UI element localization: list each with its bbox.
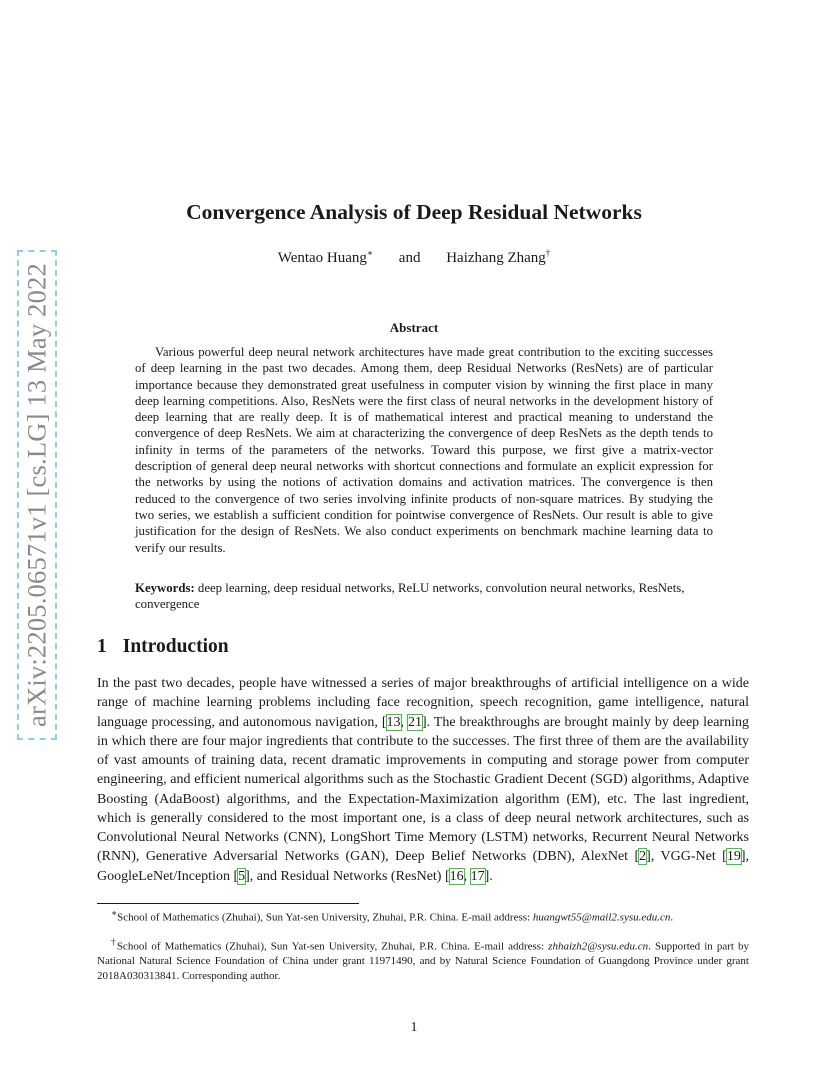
author-line: [0, 248, 828, 267]
arxiv-identifier: arXiv:2205.06571v1 [cs.LG] 13 May 2022: [21, 263, 52, 727]
citation-link[interactable]: 19: [726, 849, 741, 865]
footnote-text: .: [670, 911, 674, 924]
intro-text: In the past two decades, people have witnessed a series of major breakthroughs of artificial intelligence on a wide range of machine learning problems including face recognition, speech recognition, game intelligence, natural language processing, and autonomous navigation,: [97, 676, 749, 730]
page-number: 1: [410, 1020, 418, 1035]
email-address[interactable]: zhhaizh2@sysu.edu.cn: [548, 940, 649, 953]
email-address[interactable]: huangwt55@mail2.sysu.edu.cn: [532, 911, 671, 924]
citation-link[interactable]: 16: [449, 868, 464, 884]
intro-text: ].: [484, 868, 493, 884]
footnote-text: School of Mathematics (Zhuhai), Sun Yat-sen University, Zhuhai, P.R. China. E-mail address:: [116, 940, 549, 953]
author-name: Wentao Huang: [277, 250, 367, 266]
citation-link[interactable]: 13: [386, 714, 401, 730]
keywords-label: Keywords:: [135, 581, 195, 595]
citation-link[interactable]: 5: [238, 868, 246, 884]
footnote-text: School of Mathematics (Zhuhai), Sun Yat-sen University, Zhuhai, P.R. China. E-mail address:: [117, 911, 533, 924]
citation-link[interactable]: 21: [407, 714, 422, 730]
footnote-text: . Supported in part by National Natural Science Foundation of China under grant 11971490, and by Natural Science Foundation of Guangdong Province under grant 2018A030313841. Corresponding author.: [97, 940, 749, 982]
footnote-divider: [97, 903, 359, 904]
intro-text: ,: [400, 714, 408, 730]
footnote-marker: ∗: [111, 908, 118, 918]
section-heading: [97, 636, 229, 658]
keywords-text: deep learning, deep residual networks, ReLU networks, convolution neural networks, ResNets, convergence: [135, 581, 685, 612]
section-title: Introduction: [122, 636, 229, 657]
abstract-heading: Abstract: [389, 320, 439, 335]
footnote-2: [97, 935, 749, 983]
intro-text: ]. The breakthroughs are brought mainly by deep learning in which there are four major ingredients that contribute to the successes. The first three of them are the availability of vast amounts of training data, recent dramatic improvements in computing and storage power from computer engineering, and efficient numerical algorithms such as the Stochastic Gradient Decent (SGD) algorithms, Adaptive Boosting (AdaBoost) algorithms, and the Expectation-Maximization algorithm (EM), etc. The last ingredient, which is generally considered to the most important one, is a class of deep neural network architectures, such as Convolutional Neural Networks (CNN), LongShort Time Memory (LSTM) networks, Recurrent Neural Networks (RNN), Generative Adversarial Networks (GAN), Deep Belief Networks (DBN), AlexNet [: [97, 714, 749, 865]
author-name: Haizhang Zhang: [446, 250, 546, 266]
author-conjunction: and: [398, 250, 421, 266]
footnote-marker: †: [111, 937, 117, 947]
keywords: [135, 580, 713, 613]
footnote-1: [97, 906, 749, 925]
abstract-text: Various powerful deep neural network architectures have made great contribution to the exciting successes of deep learning in the past two decades. Among them, deep Residual Networks (ResNets) are of particular importance because they demonstrated great usefulness in computer vision by winning the first place in many deep learning competitions. Also, ResNets were the first class of neural networks in the development history of deep learning that are really deep. It is of mathematical interest and practical meaning to understand the convergence of deep ResNets. We aim at characterizing the convergence of deep ResNets as the depth tends to infinity in terms of the parameters of the networks. Toward this purpose, we first give a matrix-vector description of general deep neural networks with shortcut connections and formulate an explicit expression for the networks by using the notions of activation domains and activation matrices. The convergence is then reduced to the convergence of two series involving infinite products of non-square matrices. By studying the two series, we establish a sufficient condition for pointwise convergence of ResNets. Our result is able to give justification for the design of ResNets. We also conduct experiments on benchmark machine learning data to verify our results.: [135, 345, 713, 555]
section-number: 1: [97, 636, 107, 657]
intro-paragraph: In the past two decades, people have witnessed a series of major breakthroughs of artificial intelligence on a wide range of machine learning problems including face recognition, speech recognition, game intelligence, natural language processing, and autonomous navigation, [13, 21]. The breakthroughs are brought mainly by deep learning in which there are four major ingredients that contribute to the successes. The first three of them are the availability of vast amounts of training data, recent dramatic improvements in computing and storage power from computer engineering, and efficient numerical algorithms such as the Stochastic Gradient Decent (SGD) algorithms, Adaptive Boosting (AdaBoost) algorithms, and the Expectation-Maximization algorithm (EM), etc. The last ingredient, which is generally considered to the most important one, is a class of deep neural network architectures, such as Convolutional Neural Networks (CNN), LongShort Time Memory (LSTM) networks, Recurrent Neural Networks (RNN), Generative Adversarial Networks (GAN), Deep Belief Networks (DBN), AlexNet [2], VGG-Net [19], GoogleLeNet/Inception [5], and Residual Networks (ResNet) [16, 17].: [97, 676, 749, 884]
paper-title: Convergence Analysis of Deep Residual Networks: [186, 200, 642, 224]
intro-text: ,: [463, 868, 471, 884]
citation-link[interactable]: 17: [470, 868, 485, 884]
intro-text: ], GoogleLeNet/Inception [: [97, 849, 749, 884]
citation-link[interactable]: 2: [639, 849, 647, 865]
footnote-marker[interactable]: ∗: [366, 248, 374, 258]
intro-text: ], VGG-Net [: [646, 849, 727, 865]
intro-text: ], and Residual Networks (ResNet) [: [245, 868, 450, 884]
footnote-marker[interactable]: †: [545, 248, 551, 258]
